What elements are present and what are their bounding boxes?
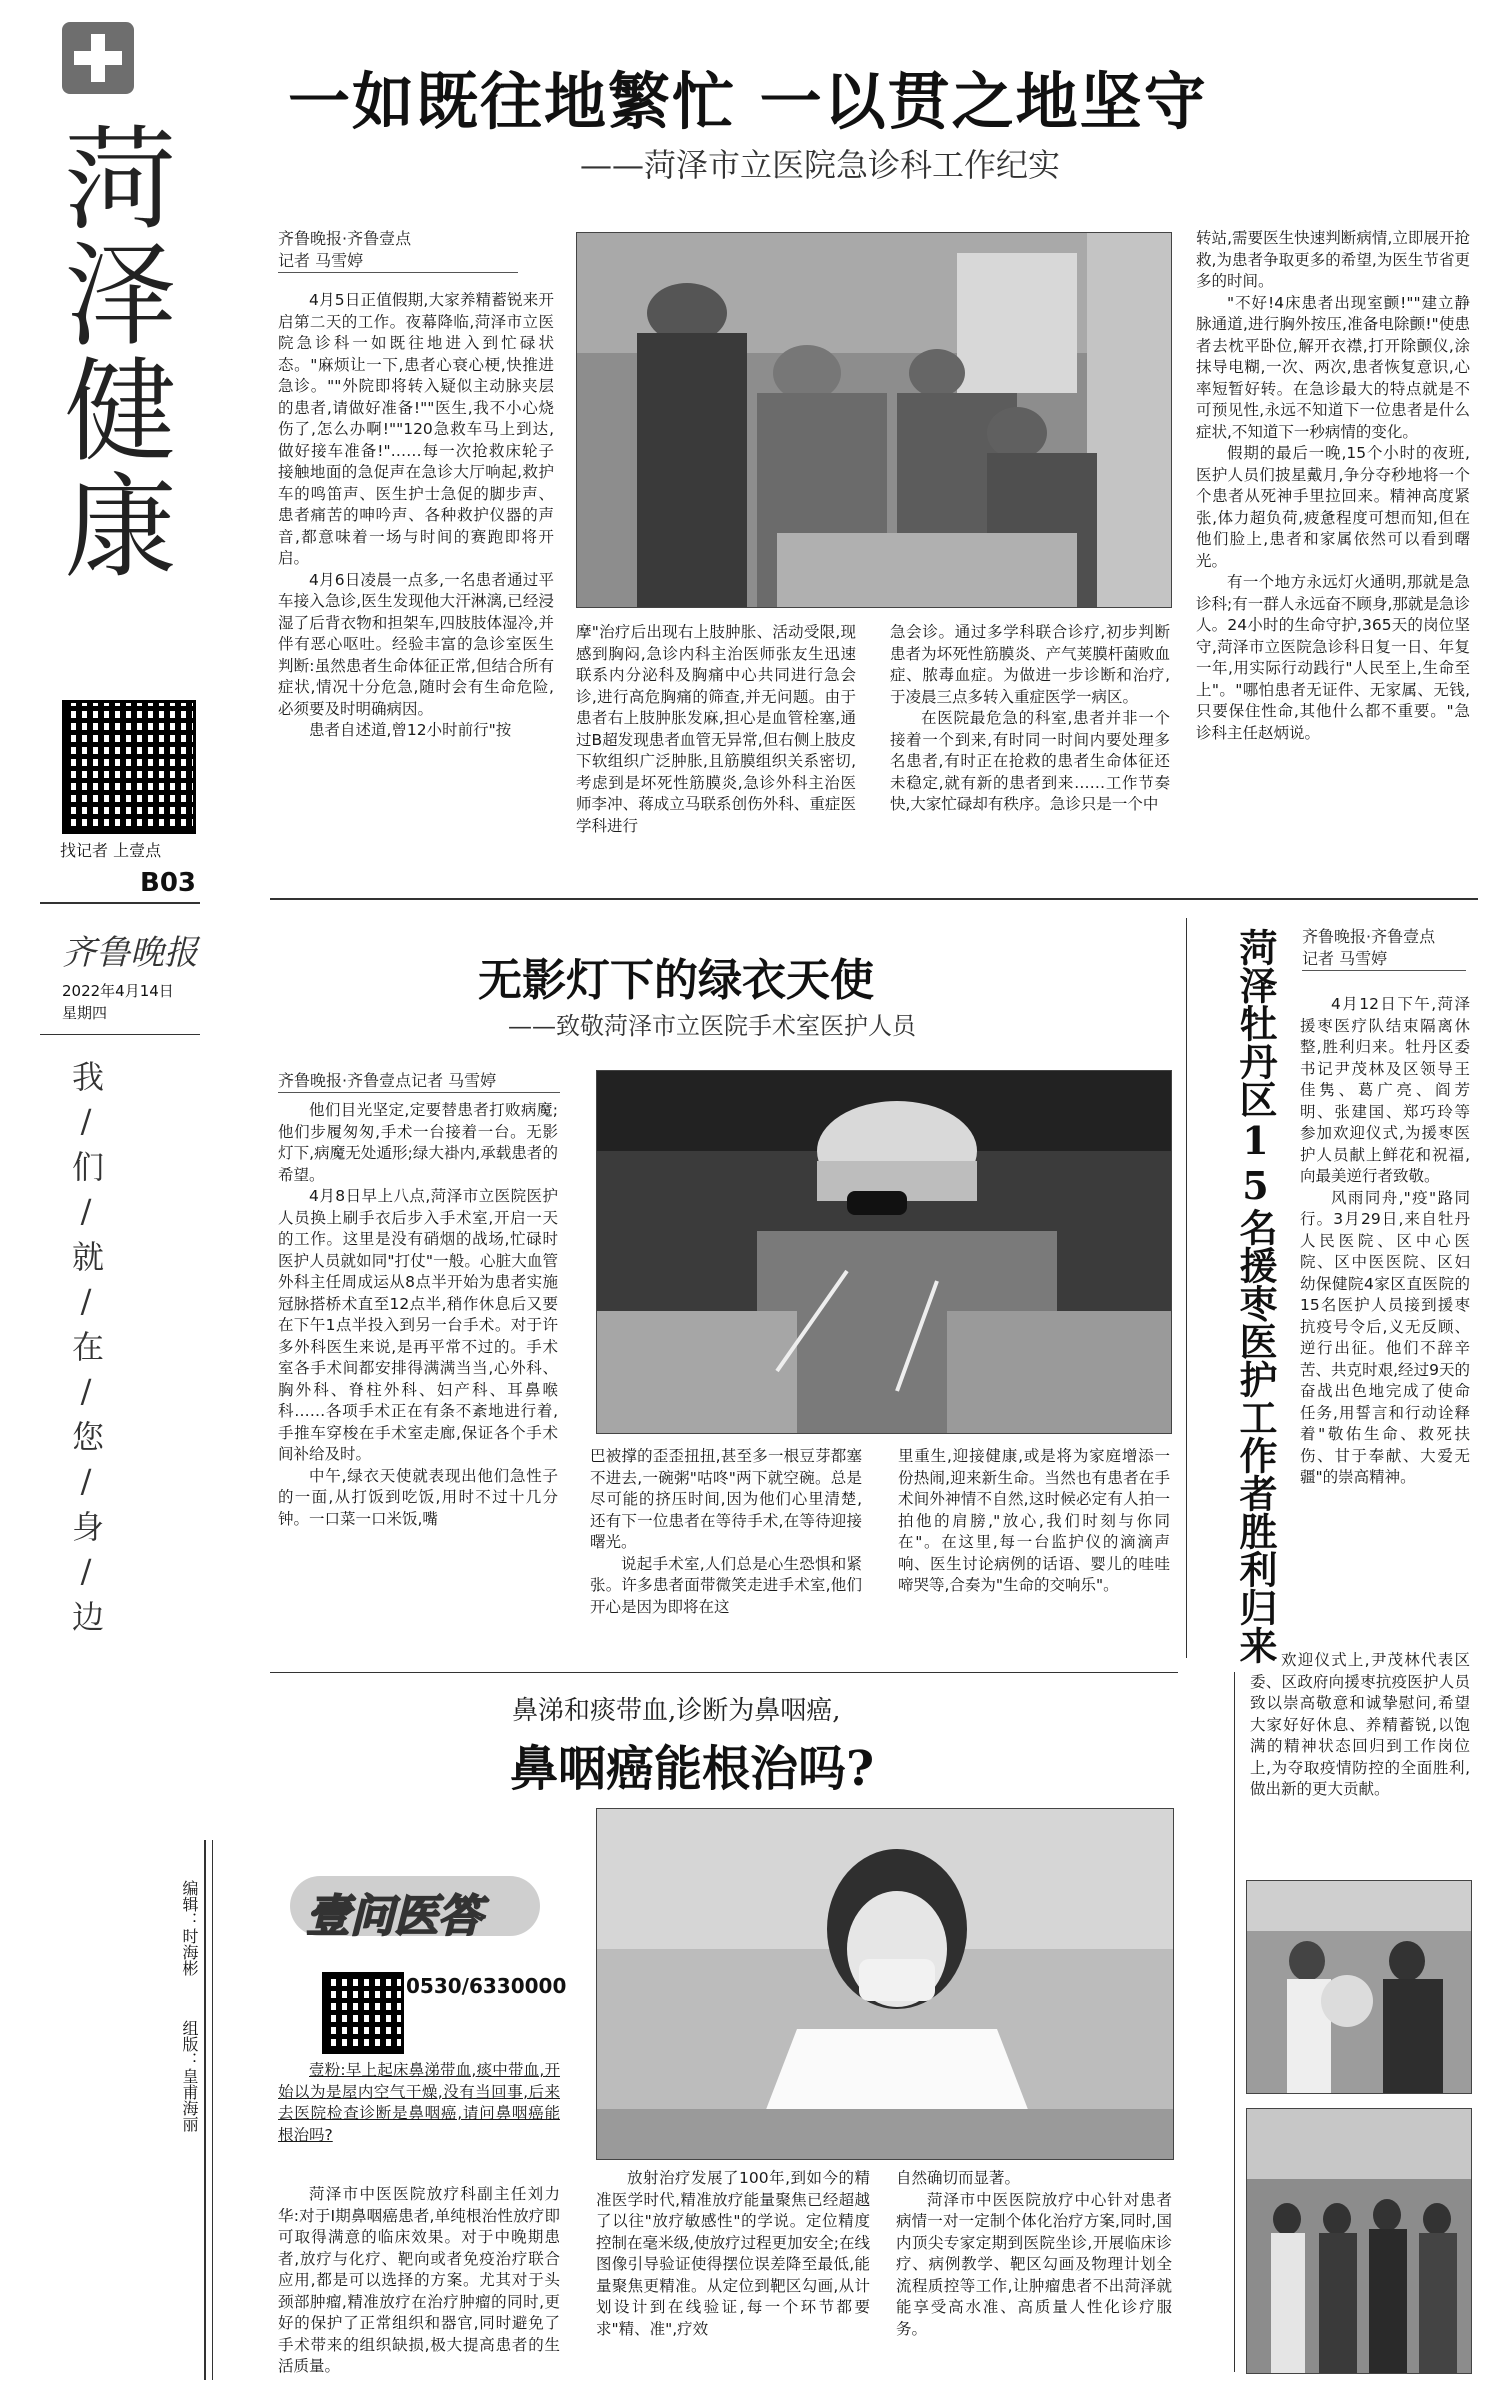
article1-title: 一如既往地繁忙 一以贯之地坚守 xyxy=(288,65,1208,138)
section-title: 菏泽健康 xyxy=(46,120,176,584)
layout-label: 组版：皇甫海丽 xyxy=(180,2020,199,2132)
article3-title: 菏泽牡丹区15名援枣医护工作者胜利归来 xyxy=(1233,928,1278,1664)
ask-doctor-logo xyxy=(290,1846,550,1966)
issue-date: 2022年4月14日 xyxy=(62,982,174,1000)
welcome-ceremony-photo-1 xyxy=(1246,1880,1472,2094)
doctor-portrait-photo xyxy=(596,1808,1174,2160)
article4-column-1: 菏泽市中医医院放疗科副主任刘力华:对于I期鼻咽癌患者,单纯根治性放疗即可取得满意的临床效果。对于中晚期患者,放疗与化疗、靶向或者免疫治疗联合应用,都是可以选择的方案。尤其对于头颈部肿瘤,精准放疗在治疗肿瘤的同时,更好的保护了正常组织和器官,同时避免了手术带来的组织缺损,极大提高患者的生活质量。 xyxy=(278,2185,560,2375)
article2-column-1: 他们目光坚定,定要替患者打败病魔;他们步履匆匆,手术一台接着一台。无影灯下,病魔无处遁形;绿大褂内,承载患者的希望。 4月8日早上八点,菏泽市立医院医护人员换上刷手衣后步入手术室,开启一天的工作。这里是没有硝烟的战场,忙碌时医护人员就如同"打仗"一般。心脏大血管外科主任周成运从8点半开始为患者实施冠脉搭桥术直至12点半,稍作休息后又要在下午1点半投入到另一台手术。对于许多外科医生来说,是再平常不过的。手术室各手术间都安排得满满当当,心外科、胸外科、脊柱外科、妇产科、耳鼻喉科……各项手术正在有条不紊地进行着,手推车穿梭在手术室走廊,保证各个手术间补给及时。 中午,绿衣天使就表现出他们急性子的一面,从打饭到吃饭,用时不过十几分钟。一口菜一口米饭,嘴 xyxy=(278,1101,558,1528)
article1-column-1: 4月5日正值假期,大家养精蓄锐来开启第二天的工作。夜幕降临,菏泽市立医院急诊科一如既往地进入到忙碌状态。"麻烦让一下,患者心衰心梗,快推进急诊。""外院即将转入疑似主动脉夹层的患者,请做好准备!""医生,我不小心烧伤了,怎么办啊!""120急救车马上到达,做好接车准备!"……每一次抢救床轮子接触地面的急促声在急诊大厅响起,救护车的鸣笛声、医生护士急促的脚步声、患者痛苦的呻吟声、各种救护仪器的声音,都意味着一场与时间的赛跑即将开启。 4月6日凌晨一点多,一名患者通过平车接入急诊,医生发现他大汗淋漓,已经浸湿了后背衣物和担架车,四肢肢体湿冷,并伴有恶心呕吐。经验丰富的急诊室医生判断:虽然患者生命体征正常,但结合所有症状,情况十分危急,随时会有生命危险,必须要及时明确病因。 患者自述道,曾12小时前行"按 xyxy=(278,291,554,739)
qr-caption: 找记者 上壹点 xyxy=(60,841,162,860)
article2-byline: 齐鲁晚报·齐鲁壹点记者 马雪婷 xyxy=(278,1070,560,1093)
article4-column-3: 自然确切而显著。 菏泽市中医医院放疗中心针对患者病情一对一定制个体化治疗方案,同时,国内顶尖专家定期到医院坐诊,开展临床诊疗、病例教学、靶区勾画及物理计划全流程质控等工作,让肿瘤患者不出菏泽就能享受高水准、高质量人性化诊疗服务。 xyxy=(896,2169,1172,2338)
editor-label: 编辑：时海彬 xyxy=(180,1880,199,1976)
slogan: 我/们/就/在/您/身/边 xyxy=(67,1060,105,1642)
article4-column-2: 放射治疗发展了100年,到如今的精准医学时代,精准放疗能量聚焦已经超越了以往"放疗敏感性"的学说。定位精度控制在毫米级,使放疗过程更加安全;在线图像引导验证使得摆位误差降至最低,能量聚焦更精准。从定位到靶区勾画,从计划设计到在线验证,每一个环节都要求"精、准",疗效 xyxy=(596,2169,870,2338)
ask-doctor-qr xyxy=(322,1972,404,2054)
ask-doctor-brand: 壹问医答 xyxy=(306,1891,482,1942)
article1-subtitle: ——菏泽市立医院急诊科工作纪实 xyxy=(580,146,1061,184)
ask-doctor-hotline: 0530/6330000 xyxy=(406,1974,567,1998)
qr-code xyxy=(62,700,196,834)
article1-column-3: 急会诊。通过多学科联合诊疗,初步判断患者为坏死性筋膜炎、产气荚膜杆菌败血症、脓毒血症。为做进一步诊断和治疗,于凌晨三点多转入重症医学一病区。 在医院最危急的科室,患者并非一个接着一个到来,有时同一时间内要处理多名患者,有时正在抢救的患者生命体征还未稳定,就有新的患者到来……工作节奏快,大家忙碌却有秩序。急诊只是一个中 xyxy=(890,623,1170,813)
er-treatment-photo xyxy=(576,232,1172,608)
article3-body: 4月12日下午,菏泽援枣医疗队结束隔离休整,胜利归来。牡丹区委书记尹茂林及区领导王佳隽、葛广亮、阎芳明、张建国、郑巧玲等参加欢迎仪式,为援枣医护人员献上鲜花和祝福,向最美逆行者致敬。 风雨同舟,"疫"路同行。3月29日,来自牡丹人民医院、区中心医院、区中医医院、区妇幼保健院4家区直医院的15名医护人员接到援枣抗疫号令后,义无反顾、逆行出征。他们不辞辛苦、共克时艰,经过9天的奋战出色地完成了使命任务,用誓言和行动诠释着"敬佑生命、救死扶伤、甘于奉献、大爱无疆"的崇高精神。 xyxy=(1300,995,1470,1486)
article1-byline: 齐鲁晚报·齐鲁壹点 记者 马雪婷 xyxy=(278,228,518,273)
article2-column-2: 巴被撑的歪歪扭扭,甚至多一根豆芽都塞不进去,一碗粥"咕咚"两下就空碗。总是尽可能的挤压时间,因为他们心里清楚,还有下一位患者在等待手术,在等待迎接曙光。 说起手术室,人们总是心生恐惧和紧张。许多患者面带微笑走进手术室,他们开心是因为即将在这 xyxy=(590,1447,862,1616)
article4-title: 鼻咽癌能根治吗? xyxy=(510,1741,875,1797)
article3-byline: 齐鲁晚报·齐鲁壹点 记者 马雪婷 xyxy=(1302,926,1466,971)
article2-column-3: 里重生,迎接健康,或是将为家庭增添一份热闹,迎来新生命。当然也有患者在手术间外神情不自然,这时候必定有人拍一拍他的肩膀,"放心,我们时刻与你同在"。在这里,每一台监护仪的滴滴声响、医生讨论病例的话语、婴儿的哇哇啼哭等,合奏为"生命的交响乐"。 xyxy=(898,1447,1170,1594)
article2-subtitle: ——致敬菏泽市立医院手术室医护人员 xyxy=(508,1012,916,1040)
article3-body-end: 欢迎仪式上,尹茂林代表区委、区政府向援枣抗疫医护人员致以崇高敬意和诚挚慰问,希望大家好好休息、养精蓄锐,以饱满的精神状态回归到工作岗位上,为夺取疫情防控的全面胜利,做出新的更大贡献。 xyxy=(1250,1651,1470,1798)
article2-title: 无影灯下的绿衣天使 xyxy=(478,955,874,1006)
page-code: B03 xyxy=(140,868,196,898)
article4-kicker: 鼻涕和痰带血,诊断为鼻咽癌, xyxy=(512,1696,841,1726)
paper-name: 齐鲁晚报 xyxy=(62,933,198,973)
issue-weekday: 星期四 xyxy=(62,1004,108,1022)
article4-question: 壹粉:早上起床鼻涕带血,痰中带血,开始以为是屋内空气干燥,没有当回事,后来去医院检查诊断是鼻咽癌,请问鼻咽癌能根治吗? xyxy=(278,2061,560,2144)
cross-logo-icon xyxy=(62,22,134,94)
surgery-photo xyxy=(596,1070,1172,1434)
article1-column-4: 转站,需要医生快速判断病情,立即展开抢救,为患者争取更多的希望,为医生节省更多的时间。 "不好!4床患者出现室颤!""建立静脉通道,进行胸外按压,准备电除颤!"使患者去枕平卧位,解开衣襟,打开除颤仪,涂抹导电糊,一次、两次,患者恢复意识,心率短暂好转。在急诊最大的特点就是不可预见性,永远不知道下一位患者是什么症状,不知道下一秒病情的变化。 假期的最后一晚,15个小时的夜班,医护人员们披星戴月,争分夺秒地将一个个患者从死神手里拉回来。精神高度紧张,体力超负荷,疲惫程度可想而知,但在他们脸上,患者和家属依然可以看到曙光。 有一个地方永远灯火通明,那就是急诊科;有一群人永远奋不顾身,那就是急诊人。24小时的生命守护,365天的岗位坚守,菏泽市立医院急诊科日复一日、年复一年,用实际行动践行"人民至上,生命至上"。"哪怕患者无证件、无家属、无钱,只要保住性命,其他什么都不重要。"急诊科主任赵炳说。 xyxy=(1196,229,1470,742)
article1-column-2: 摩"治疗后出现右上肢肿胀、活动受限,现感到胸闷,急诊内科主治医师张友生迅速联系内分泌科及胸痛中心共同进行急会诊,进行高危胸痛的筛查,并无问题。由于患者右上肢肿胀发麻,担心是血管栓塞,通过B超发现患者血管无异常,但右侧上肢皮下软组织广泛肿胀,且筋膜组织关系密切,考虑到是坏死性筋膜炎,急诊外科主治医师李冲、蒋成立马联系创伤外科、重症医学科进行 xyxy=(576,623,856,835)
welcome-ceremony-photo-2 xyxy=(1246,2108,1472,2374)
